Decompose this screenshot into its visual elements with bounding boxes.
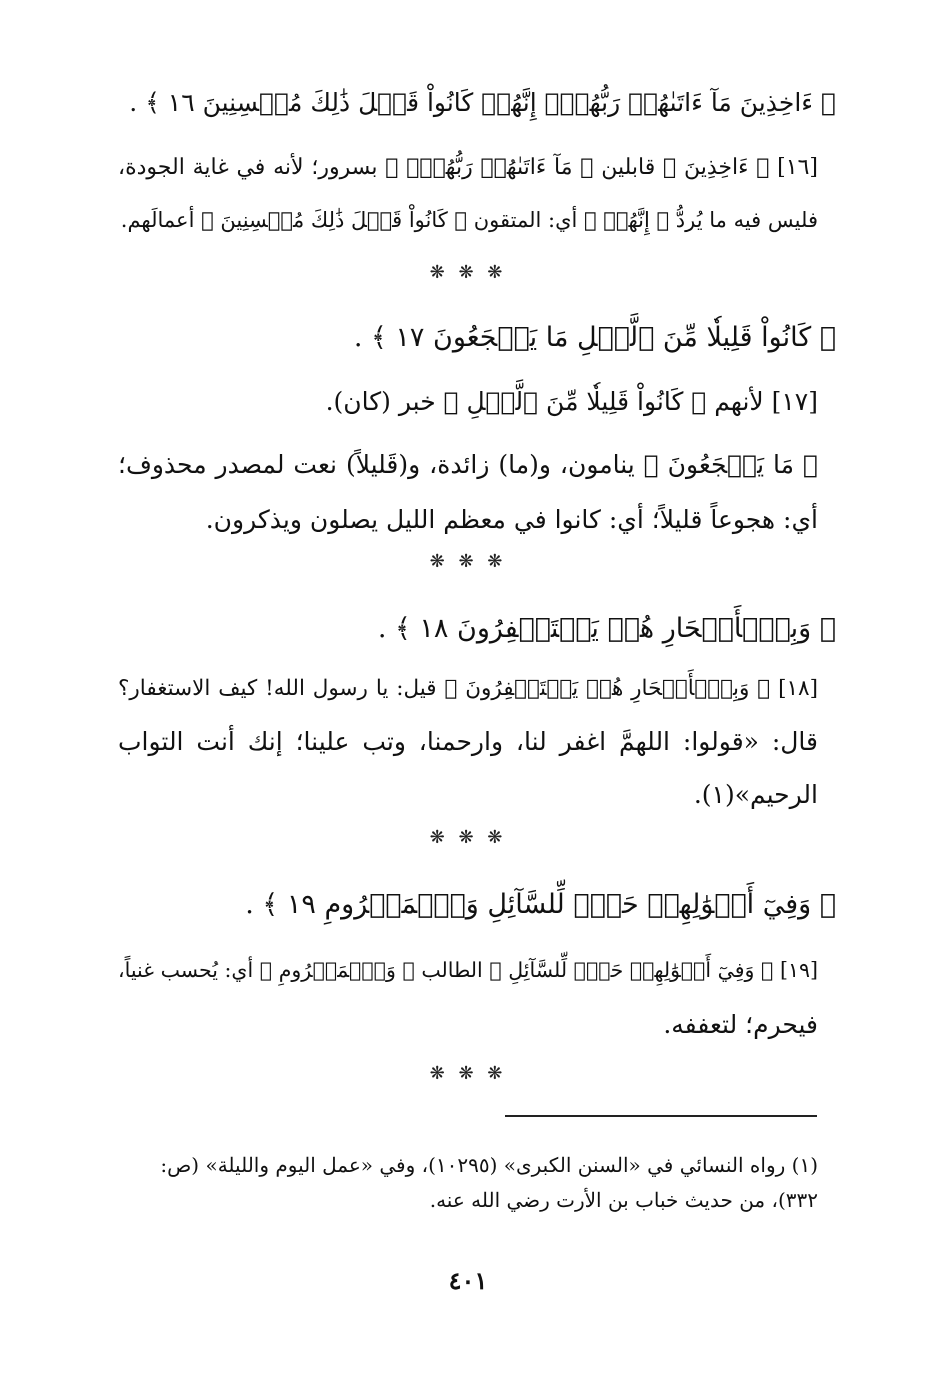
commentary-line: فليس فيه ما يُردُّ ﴿ إِنَّهُمۡ ﴾ أي: المتقون ﴿ كَانُواْ قَبۡلَ ذَٰلِكَ مُحۡسِنِينَ ﴾ أعمالَهم. xyxy=(120,208,818,232)
commentary-line: [١٧] لأنهم ﴿ كَانُواْ قَلِيلٗا مِّنَ ٱلَّيۡلِ ﴾ خبر (كان). xyxy=(325,387,818,416)
commentary-line: أي: هجوعاً قليلاً؛ أي: كانوا في معظم الليل يصلون ويذكرون. xyxy=(205,505,818,534)
commentary-line: قال: «قولوا: اللهمَّ اغفر لنا، وارحمنا، وتب علينا؛ إنك أنت التواب xyxy=(118,727,818,756)
commentary-line: [١٩] ﴿ وَفِيٓ أَمۡوَٰلِهِمۡ حَقّٞ لِّلسَّآئِلِ ﴾ الطالب ﴿ وَٱلۡمَحۡرُومِ ﴾ أي: يُحسب غنياً، xyxy=(118,958,818,982)
verse-17: ﴿ كَانُواْ قَلِيلٗا مِّنَ ٱلَّيۡلِ مَا يَهۡجَعُونَ ١٧ ﴾ . xyxy=(353,322,836,353)
footnote-rule xyxy=(505,1115,817,1117)
commentary-line: الرحيم»(١). xyxy=(693,780,818,809)
section-separator: ❋ ❋ ❋ xyxy=(429,551,507,572)
section-separator: ❋ ❋ ❋ xyxy=(429,1063,507,1084)
footnote-line: (١) رواه النسائي في «السنن الكبرى» (١٠٢٩٥)، وفي «عمل اليوم والليلة» (ص: xyxy=(160,1153,818,1177)
commentary-line: [١٦] ﴿ ءَاخِذِينَ ﴾ قابلين ﴿ مَآ ءَاتَىٰهُمۡ رَبُّهُمۡۚ ﴾ بسرور؛ لأنه في غاية الجودة، xyxy=(118,155,818,180)
section-separator: ❋ ❋ ❋ xyxy=(429,827,507,848)
page-number: ٤٠١ xyxy=(448,1266,488,1295)
commentary-line: فيحرم؛ لتعففه. xyxy=(663,1010,818,1039)
verse-18: ﴿ وَبِٱلۡأَسۡحَارِ هُمۡ يَسۡتَغۡفِرُونَ ١٨ ﴾ . xyxy=(377,613,836,644)
commentary-line: [١٨] ﴿ وَبِٱلۡأَسۡحَارِ هُمۡ يَسۡتَغۡفِرُونَ ﴾ قيل: يا رسول الله! كيف الاستغفار؟ xyxy=(118,676,818,701)
section-separator: ❋ ❋ ❋ xyxy=(429,262,507,283)
verse-19: ﴿ وَفِيٓ أَمۡوَٰلِهِمۡ حَقّٞ لِّلسَّآئِلِ وَٱلۡمَحۡرُومِ ١٩ ﴾ . xyxy=(245,889,836,920)
footnote-line: ٣٣٢)، من حديث خباب بن الأرت رضي الله عنه. xyxy=(429,1188,818,1212)
commentary-line: ﴿ مَا يَهۡجَعُونَ ﴾ ينامون، و(ما) زائدة، و(قَليلاً) نعت لمصدر محذوف؛ xyxy=(118,450,818,479)
verse-16: ﴿ ءَاخِذِينَ مَآ ءَاتَىٰهُمۡ رَبُّهُمۡۚ إِنَّهُمۡ كَانُواْ قَبۡلَ ذَٰلِكَ مُحۡسِنِينَ ١٦ ﴾ . xyxy=(129,88,836,117)
